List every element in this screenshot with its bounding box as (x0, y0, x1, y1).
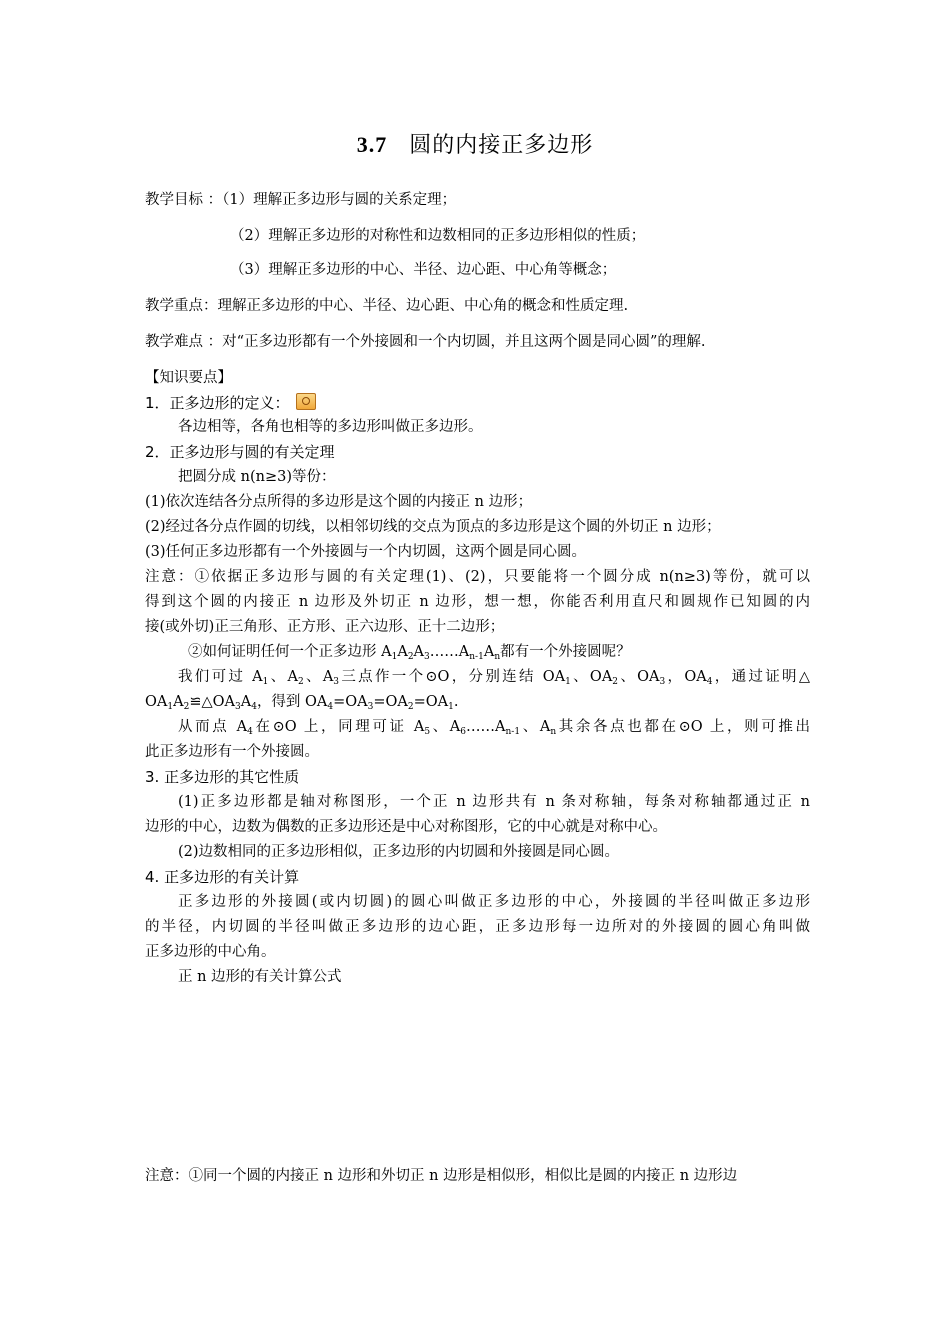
proof-line-2: $OA_1A_2≌\triangle OA_3A_4$，得到 $OA_4=OA_3=OA_2=OA_1$. (145, 694, 459, 712)
section-2-heading: 2．正多边形与圆的有关定理 (145, 443, 335, 461)
note-1-line-2: 得到这个圆的内接正 n 边形及外切正 n 边形，想一想，你能否利用直尺和圆规作已知圆的内 (145, 594, 810, 610)
objectives-line-2: （2）理解正多边形的对称性和边数相同的正多边形相似的性质； (230, 228, 646, 244)
note-2: ②如何证明任何一个正多边形 $A_1A_2A_3\dots\dots A_{n-1}A_n$都有一个外接圆呢？ (188, 644, 631, 662)
section-4-heading: 4. 正多边形的有关计算 (145, 868, 300, 886)
objectives-line-3: （3）理解正多边形的中心、半径、边心距、中心角等概念； (230, 262, 617, 278)
objectives-line-1: 教学目标 ：（1）理解正多边形与圆的关系定理； (145, 192, 457, 208)
section-4-p1-line-1: 正多边形的外接圆(或内切圆)的圆心叫做正多边形的中心，外接圆的半径叫做正多边形 (178, 894, 810, 910)
section-1-heading: 1．正多边形的定义： (145, 391, 810, 415)
section-4-note: 注意：①同一个圆的内接正 n 边形和外切正 n 边形是相似形，相似比是圆的内接正 n 边形边 (145, 1168, 738, 1184)
difficulty: 教学难点 ：对“正多边形都有一个外接圆和一个内切圆，并且这两个圆是同心圆”的理解. (145, 334, 706, 350)
note-1-line-1: 注意：①依据正多边形与圆的有关定理(1)、(2)，只要能将一个圆分成 n(n≥3)等份，就可以 (145, 569, 810, 585)
note-1-line-3: 接(或外切)正三角形、正方形、正六边形、正十二边形； (145, 619, 505, 635)
knowledge-header: 【知识要点】 (145, 370, 232, 386)
section-3-p1-line-1: (1)正多边形都是轴对称图形，一个正 n 边形共有 n 条对称轴，每条对称轴都通过正 n (178, 794, 810, 810)
title-text: 圆的内接正多边形 (409, 133, 594, 158)
section-3-p1-line-2: 边形的中心，边数为偶数的正多边形还是中心对称图形，它的中心就是对称中心。 (145, 819, 667, 835)
theorem-item-3: (3)任何正多边形都有一个外接圆与一个内切圆，这两个圆是同心圆。 (145, 544, 587, 560)
section-4-p2: 正 n 边形的有关计算公式 (178, 969, 342, 985)
title-number: 3.7 (356, 132, 388, 157)
section-1-body: 各边相等，各角也相等的多边形叫做正多边形。 (178, 419, 483, 435)
section-2-intro: 把圆分成 n(n≥3)等份： (178, 469, 336, 485)
section-4-p1-line-2: 的半径，内切圆的半径叫做正多边形的边心距，正多边形每一边所对的外接圆的圆心角叫做 (145, 919, 810, 935)
theorem-item-2: (2)经过各分点作圆的切线，以相邻切线的交点为顶点的多边形是这个圆的外切正 n 边形； (145, 519, 721, 535)
key-point: 教学重点：理解正多边形的中心、半径、边心距、中心角的概念和性质定理. (145, 298, 629, 314)
section-3-heading: 3. 正多边形的其它性质 (145, 768, 300, 786)
proof-line-1: 我们可过 $A_1$、$A_2$、$A_3$三点作一个⊙O，分别连结 $OA_1$、$OA_2$、$OA_3$，$OA_4$，通过证明△ (178, 669, 810, 687)
theorem-item-1: (1)依次连结各分点所得的多边形是这个圆的内接正 n 边形； (145, 494, 533, 510)
proof-line-3: 从而点 $A_4$在⊙O 上，同理可证 $A_5$、$A_6\dots\dots A_{n-1}$、$A_n$其余各点也都在⊙O 上，则可推出 (178, 719, 810, 737)
proof-line-4: 此正多边形有一个外接圆。 (145, 744, 319, 760)
section-4-p1-line-3: 正多边形的中心角。 (145, 944, 276, 960)
section-3-p2: (2)边数相同的正多边形相似，正多边形的内切圆和外接圆是同心圆。 (178, 844, 620, 860)
folder-icon[interactable] (296, 393, 316, 410)
page-title (0, 128, 950, 159)
